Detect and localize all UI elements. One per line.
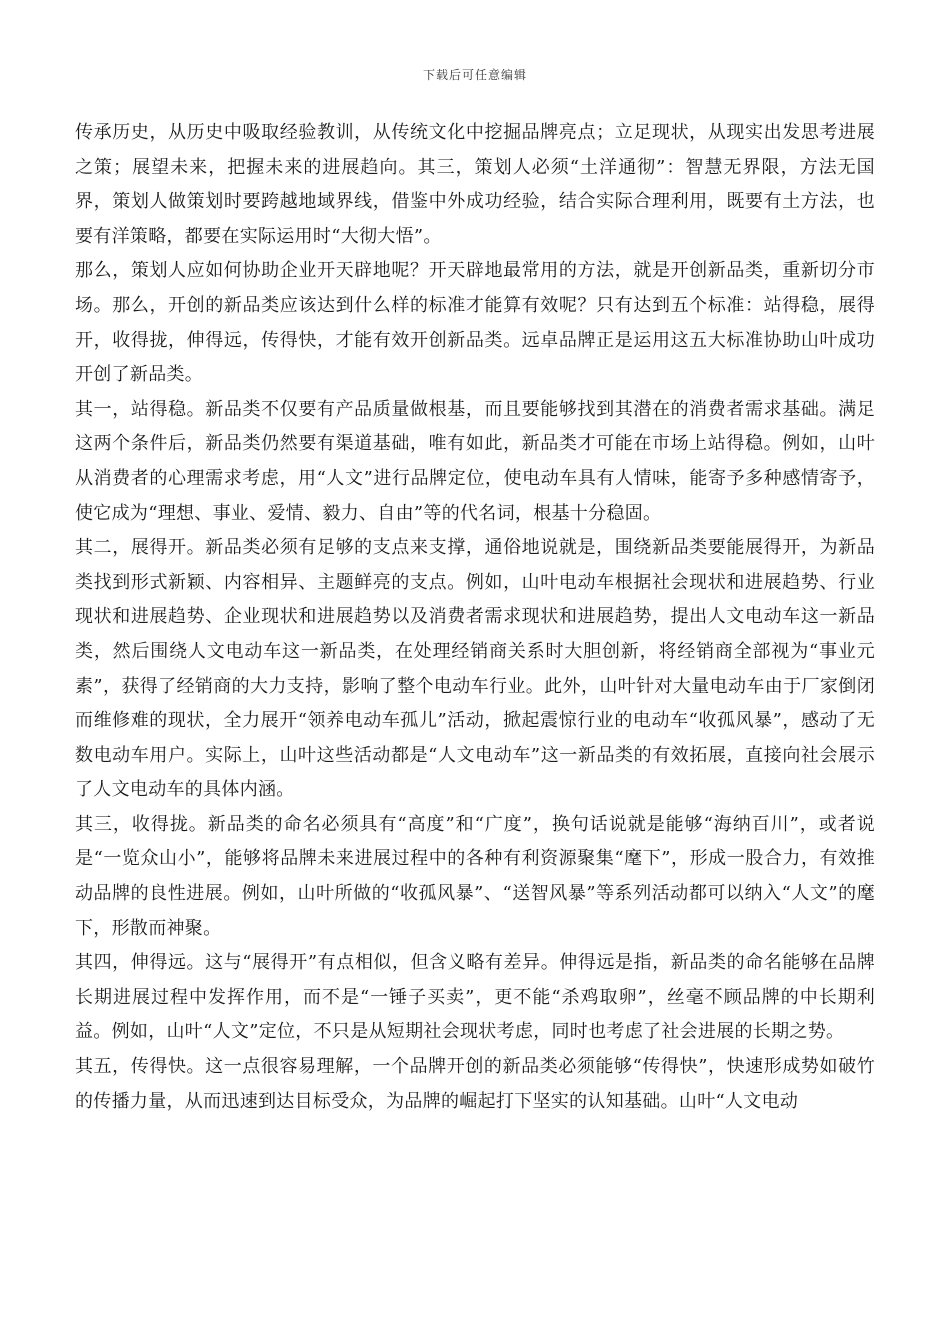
paragraph-1: 传承历史，从历史中吸取经验教训，从传统文化中挖掘品牌亮点；立足现状，从现实出发思考进展之策；展望未来，把握未来的进展趋向。其三，策划人必须“土洋通彻”：智慧无界限，方法无国界，策划人做策划时要跨越地域界线，借鉴中外成功经验，结合实际合理利用，既要有土方法，也要有洋策略，都要在实际运用时“大彻大悟”。	[75, 122, 875, 247]
page-header: 下载后可任意编辑	[422, 68, 527, 82]
paragraph-7: 其五，传得快。这一点很容易理解，一个品牌开创的新品类必须能够“传得快”，快速形成势如破竹的传播力量，从而迅速到达目标受众，为品牌的崛起打下坚实的认知基础。山叶“人文电动	[75, 1056, 875, 1112]
paragraph-4: 其二，展得开。新品类必须有足够的支点来支撑，通俗地说就是，围绕新品类要能展得开，为新品类找到形式新颖、内容相异、主题鲜亮的支点。例如，山叶电动车根据社会现状和进展趋势、行业现状和进展趋势、企业现状和进展趋势以及消费者需求现状和进展趋势，提出人文电动车这一新品类，然后围绕人文电动车这一新品类，在处理经销商关系时大胆创新，将经销商全部视为“事业元素”，获得了经销商的大力支持，影响了整个电动车行业。此外，山叶针对大量电动车由于厂家倒闭而维修难的现状，全力展开“领养电动车孤儿”活动，掀起震惊行业的电动车“收孤风暴”，感动了无数电动车用户。实际上，山叶这些活动都是“人文电动车”这一新品类的有效拓展，直接向社会展示了人文电动车的具体内涵。	[75, 537, 875, 801]
paragraph-3: 其一，站得稳。新品类不仅要有产品质量做根基，而且要能够找到其潜在的消费者需求基础。满足这两个条件后，新品类仍然要有渠道基础，唯有如此，新品类才可能在市场上站得稳。例如，山叶从消费者的心理需求考虑，用“人文”进行品牌定位，使电动车具有人情味，能寄予多种感情寄予，使它成为“理想、事业、爱情、毅力、自由”等的代名词，根基十分稳固。	[75, 398, 875, 524]
paragraph-6: 其四，伸得远。这与“展得开”有点相似，但含义略有差异。伸得远是指，新品类的命名能够在品牌长期进展过程中发挥作用，而不是“一锤子买卖”，更不能“杀鸡取卵”，丝毫不顾品牌的中长期利益。例如，山叶“人文”定位，不只是从短期社会现状考虑，同时也考虑了社会进展的长期之势。	[75, 952, 875, 1043]
paragraph-2: 那么，策划人应如何协助企业开天辟地呢？开天辟地最常用的方法，就是开创新品类，重新切分市场。那么，开创的新品类应该达到什么样的标准才能算有效呢？只有达到五个标准：站得稳，展得开，收得拢，伸得远，传得快，才能有效开创新品类。远卓品牌正是运用这五大标准协助山叶成功开创了新品类。	[75, 260, 875, 386]
paragraph-5: 其三，收得拢。新品类的命名必须具有“高度”和“广度”，换句话说就是能够“海纳百川”，或者说是“一览众山小”，能够将品牌未来进展过程中的各种有利资源聚集“麾下”，形成一股合力，有效推动品牌的良性进展。例如，山叶所做的“收孤风暴”、“送智风暴”等系列活动都可以纳入“人文”的麾下，形散而神聚。	[75, 813, 875, 939]
document-body	[75, 116, 875, 1119]
